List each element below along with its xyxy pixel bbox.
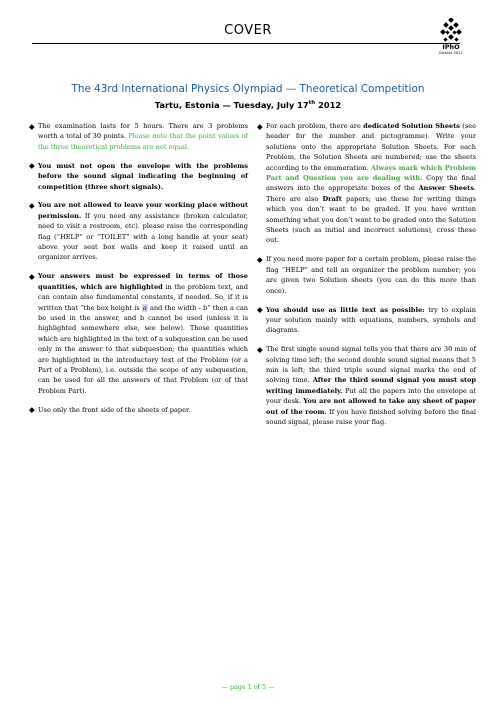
list-item-text: dedicated Solution Sheets xyxy=(363,122,460,130)
list-item-text: Draft xyxy=(322,194,342,203)
list-item-text: try to explain your solution mainly with equations, numbers, symbols and diagrams. xyxy=(266,305,476,335)
list-item-text: If you need any assistance (broken calculator, need to visit a restroom, etc). please raise the corresponding flag (“HELP” or “TOILET” with a long handle at your seat) above your seat box walls and keep it raised until an organizer arrives. xyxy=(38,211,248,262)
list-item-text: You are not allowed to take any sheet of paper out of the room. xyxy=(266,397,477,416)
left-instruction-list xyxy=(30,121,248,415)
list-item-text: Answer Sheets xyxy=(418,184,474,193)
page-title-text: The 43rd International Physics Olympiad — Theoretical Competition xyxy=(71,83,425,95)
list-item-text: The examination lasts for 5 hours. There are 3 problems worth a total of 30 points. xyxy=(38,122,248,141)
list-item-text: You are not allowed to leave your working place without permission. xyxy=(38,201,248,220)
list-item-text: papers; use these for writing things which you don’t want to be graded. If you have written something what you don’t want to be graded onto the Solution Sheets (such as initial and incorrect solutions), cross these out. xyxy=(266,194,476,245)
list-item-text: Put all the papers into the envelope at your desk. xyxy=(266,386,476,406)
highlighted-quantity: a xyxy=(142,303,147,312)
list-item-text: If you need more paper for a certain problem, please raise the flag “HELP” and tell an organizer the problem number; you are given two Solution sheets (you can do this more than once). xyxy=(266,255,476,295)
logo-subtext: Estonia 2012 xyxy=(439,51,463,55)
header-title: COVER xyxy=(224,23,272,38)
list-item-text: in the problem text, and can contain also fundamental constants, if needed. So, if it is written that “the box height is xyxy=(38,282,248,312)
mark-part-note: Always mark which Problem Part and Question you are dealing with. xyxy=(266,163,476,183)
subtitle-post: 2012 xyxy=(315,100,342,110)
right-column xyxy=(258,121,476,436)
list-item-text: You must not open the envelope with the problems before the sound signal indicating the beginning of competition (three short signals). xyxy=(38,161,248,191)
list-item xyxy=(258,254,476,296)
list-item xyxy=(258,344,476,427)
right-instruction-list xyxy=(258,121,476,427)
list-item xyxy=(30,271,248,396)
page-footer: — page 1 of 5 — xyxy=(221,683,275,691)
page-subtitle xyxy=(0,100,496,110)
list-item-text: The first single sound signal tells you that there are 30 min of solving time left; the second double sound signal means that 5 min is left; the third triple sound signal marks the end of solving time. xyxy=(266,345,476,385)
ipho-logo xyxy=(437,18,465,55)
list-item-text: . There are also xyxy=(266,184,477,203)
list-item-text: Copy the final answers into the appropriate boxes of the xyxy=(266,174,476,193)
list-item-text: Your answers must be expressed in terms of those quantities, which are highlighted xyxy=(38,272,248,291)
subtitle-sup: th xyxy=(308,100,316,107)
list-item xyxy=(258,121,476,246)
left-column xyxy=(30,121,248,424)
list-item xyxy=(30,161,248,192)
list-item-text: (see header for the number and pictogramme). Write your solutions onto the appropriate Solution Sheets. For each Problem, the Solution Sheets are numbered; use the sheets according to the enumeration. xyxy=(266,122,477,172)
list-item-text: For each problem, there are xyxy=(266,122,364,130)
logo-text: IPhO xyxy=(442,43,460,51)
list-item-text: If you have finished solving before the final sound signal, please raise your flag. xyxy=(266,407,477,427)
list-item-text: After the third sound signal you must stop writing immediately. xyxy=(266,376,476,395)
list-item xyxy=(30,405,248,415)
list-item-text: and the width - b” then a can be used in the answer, and b cannot be used (unless it is highlighted somewhere else, see below). Those quantities which are highlighted in the text of a subquestion can be used only in the answer to that subquestion; the quantities which are highlighted in the introductory text of the Problem (or a Part of a Problem), i.e. outside the scope of any subquestion, can be used for all the answers of that Problem (or of that Problem Part). xyxy=(38,303,248,395)
point-values-note: Please note that the point values of the three theoretical problems are not equal. xyxy=(38,132,248,151)
list-item xyxy=(30,121,248,152)
ipho-logo-icon xyxy=(440,18,462,44)
list-item-text: Use only the front side of the sheets of paper. xyxy=(38,405,191,414)
list-item-text: You should use as little text as possible: xyxy=(266,305,425,314)
page-title xyxy=(0,83,496,95)
subtitle-pre: Tartu, Estonia — Tuesday, July 17 xyxy=(154,100,309,110)
list-item xyxy=(258,305,476,336)
list-item xyxy=(30,200,248,262)
header-rule xyxy=(32,43,460,44)
